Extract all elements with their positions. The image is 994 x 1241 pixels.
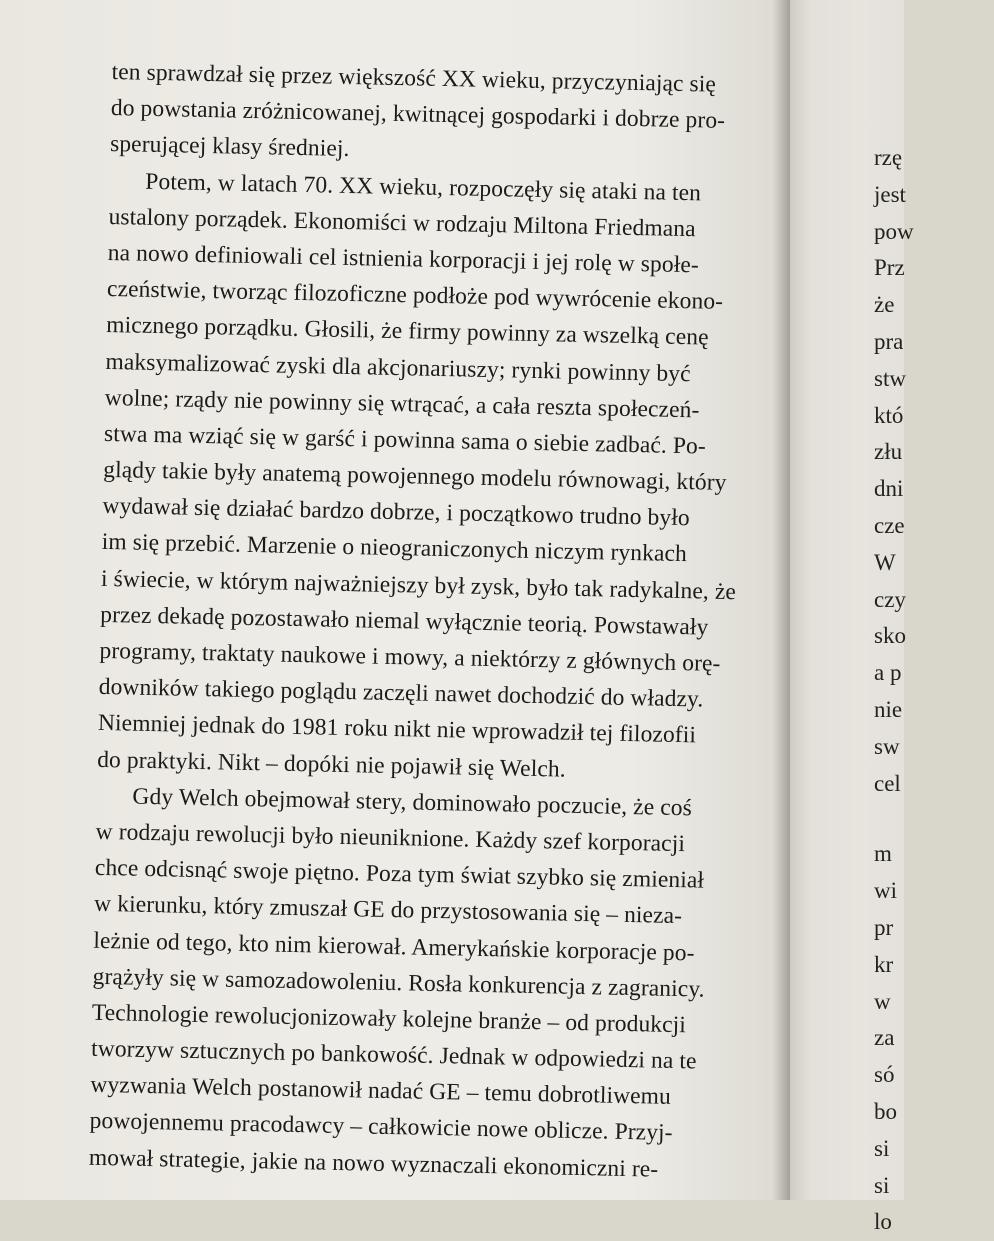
text-line: w kierunku, który zmuszał GE do przystosowania się – nieza- — [93, 891, 683, 930]
text-line: na nowo definiowali cel istnienia korporacji i jej rolę w społe- — [107, 239, 700, 279]
text-line: ustalony porządek. Ekonomiści w rodzaju Miltona Friedmana — [108, 203, 696, 243]
section-gap — [874, 802, 994, 836]
text-fragment: w — [874, 988, 891, 1014]
text-fragment: sko — [874, 623, 906, 649]
text-fragment: si — [874, 1172, 890, 1198]
text-line: sperującej klasy średniej. — [109, 131, 350, 163]
text-fragment: pr — [874, 914, 894, 940]
text-fragment: złu — [874, 439, 903, 465]
text-line: wolne; rządy nie powinny się wtrącać, a cała reszta społeczeń- — [104, 384, 700, 424]
text-fragment: sw — [874, 733, 900, 759]
text-line: Technologie rewolucjonizowały kolejne branże – od produkcji — [91, 999, 687, 1039]
text-line: grążyły się w samozadowoleniu. Rosła konkurencja z zagranicy. — [92, 963, 705, 1003]
text-line: i świecie, w którym najważniejszy był zysk, było tak radykalne, że — [100, 565, 737, 605]
text-line: ten sprawdzał się przez większość XX wieku, przyczyniając się — [111, 58, 717, 98]
text-line: do powstania zróżnicowanej, kwitnącej gospodarki i dobrze pro- — [110, 95, 726, 135]
text-fragment: lo — [874, 1209, 892, 1235]
text-fragment: só — [874, 1062, 895, 1088]
text-line: stwa ma wziąć się w garść i powinna sama o siebie zadbać. Po- — [103, 420, 707, 460]
text-fragment: pra — [874, 328, 904, 354]
text-line: downików takiego poglądu zaczęli nawet dochodzić do władzy. — [98, 674, 704, 713]
text-fragment: kr — [874, 951, 894, 977]
text-fragment: jest — [874, 181, 906, 207]
text-line: przez dekadę pozostawało niemal wyłącznie teorią. Powstawały — [99, 601, 709, 641]
text-fragment: wi — [874, 878, 897, 904]
text-line: chce odcisnąć swoje piętno. Poza tym świat szybko się zmieniał — [94, 854, 705, 894]
text-line-cut: mował strategie, jakie na nowo wyznaczali ekonomiczni re- — [88, 1144, 659, 1183]
text-fragment: W — [874, 549, 896, 575]
text-fragment: m — [874, 841, 892, 867]
text-line: leżnie od tego, kto nim kierował. Amerykańskie korporacje po- — [93, 927, 695, 966]
text-line: czeństwie, tworząc filozoficzne podłoże pod wywrócenie ekono- — [106, 276, 724, 315]
text-line: w rodzaju rewolucji było nieuniknione. Każdy szef korporacji — [95, 818, 686, 858]
text-line: micznego porządku. Głosili, że firmy powinny za wszelką cenę — [106, 312, 709, 351]
text-fragment: cel — [874, 770, 901, 796]
text-line: Niemniej jednak do 1981 roku nikt nie wprowadził tej filozofii — [97, 710, 697, 749]
text-line: wyzwania Welch postanowił nadać GE – temu dobrotliwemu — [90, 1072, 672, 1111]
text-line: wydawał się działać bardzo dobrze, i początkowo trudno było — [102, 493, 691, 532]
text-line: tworzyw sztucznych po bankowość. Jednak w odpowiedzi na te — [90, 1035, 697, 1075]
text-fragment: dni — [874, 476, 904, 502]
text-fragment: bo — [874, 1098, 897, 1124]
right-page-text — [874, 140, 994, 1241]
text-fragment: czy — [874, 586, 906, 612]
left-page-text — [88, 54, 762, 1183]
text-fragment: że — [874, 292, 895, 318]
text-fragment: stw — [874, 365, 906, 391]
paragraph-start-line: Potem, w latach 70. XX wieku, rozpoczęły się ataki na ten — [145, 168, 702, 206]
text-fragment: cze — [874, 512, 905, 538]
paragraph-start-line: Gdy Welch obejmował stery, dominowało poczucie, że coś — [132, 783, 693, 822]
text-fragment: pow — [874, 218, 914, 244]
text-fragment: Prz — [874, 255, 905, 281]
text-line: maksymalizować zyski dla akcjonariuszy; rynki powinny być — [105, 348, 691, 387]
text-line: programy, traktaty naukowe i mowy, a niektórzy z głównych orę- — [99, 637, 721, 677]
text-line: powojennemu pracodawcy – całkowicie nowe oblicze. Przyj- — [89, 1108, 673, 1147]
text-fragment: za — [874, 1025, 895, 1051]
text-fragment: rzę — [874, 145, 903, 170]
text-fragment: któ — [874, 402, 904, 428]
text-line: glądy takie były anatemą powojennego modelu równowagi, który — [103, 456, 727, 497]
text-fragment: nie — [874, 696, 903, 722]
text-fragment: si — [874, 1135, 890, 1161]
text-line: do praktyki. Nikt – dopóki nie pojawił się Welch. — [96, 746, 566, 783]
right-book-page — [790, 0, 914, 1235]
text-fragment: a p — [874, 660, 902, 686]
text-line: im się przebić. Marzenie o nieograniczonych niczym rynkach — [101, 529, 688, 568]
